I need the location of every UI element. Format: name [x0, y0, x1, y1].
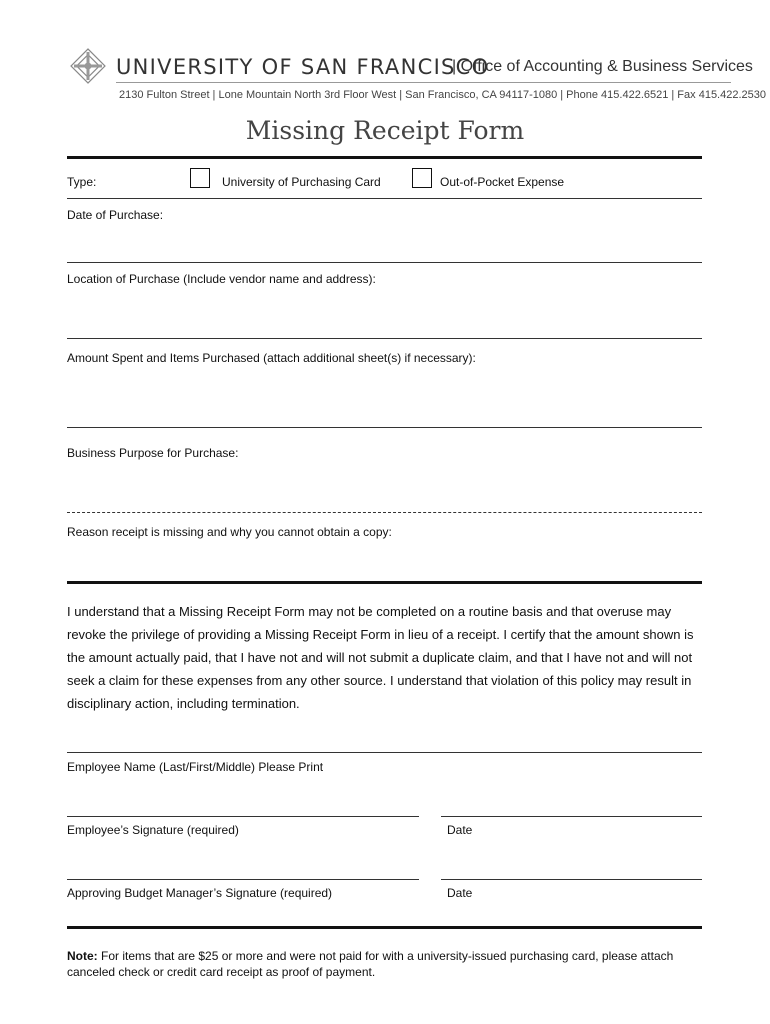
purchasing-card-label: University of Purchasing Card — [222, 175, 381, 189]
manager-signature-label: Approving Budget Manager’s Signature (required) — [67, 886, 333, 900]
out-of-pocket-label: Out-of-Pocket Expense — [440, 175, 565, 189]
note-body: For items that are $25 or more and were not paid for with a university-issued purchasing card, please attach canceled check or credit card receipt as proof of payment. — [67, 949, 674, 979]
business-purpose-field[interactable] — [67, 512, 702, 513]
university-name: UNIVERSITY OF SAN FRANCISCO — [116, 55, 490, 79]
certification-text: I understand that a Missing Receipt Form may not be completed on a routine basis and that overuse may revoke the privilege of providing a Missing Receipt Form in lieu of a receipt. I certify that the amount shown is the amount actually paid, that I have not and will not submit a duplicate claim, and that I have not and will not seek a claim for these expenses from any other source. I understand that violation of this policy may result in disciplinary action, including termination. — [67, 604, 694, 711]
bottom-divider — [67, 926, 702, 929]
note-label: Note: — [67, 949, 98, 963]
employee-signature-line[interactable] — [67, 816, 419, 817]
office-address: 2130 Fulton Street | Lone Mountain North 3rd Floor West | San Francisco, CA 94117-1080 | Phone 415.422.6521 | Fax 415.422.2530 — [119, 89, 766, 101]
manager-date-line[interactable] — [441, 879, 702, 880]
note-text — [67, 948, 707, 980]
employee-name-label: Employee Name (Last/First/Middle) Please Print — [67, 760, 324, 774]
manager-signature-line[interactable] — [67, 879, 419, 880]
reason-field[interactable] — [67, 581, 702, 584]
employee-date-label: Date — [447, 823, 473, 837]
employee-signature-label: Employee’s Signature (required) — [67, 823, 239, 837]
top-divider — [67, 156, 702, 159]
type-label: Type: — [67, 175, 97, 189]
amount-field[interactable] — [67, 427, 702, 428]
office-name: | Office of Accounting & Business Services — [452, 58, 753, 75]
location-label: Location of Purchase (Include vendor name and address): — [67, 272, 376, 286]
date-of-purchase-field[interactable] — [67, 262, 702, 263]
employee-name-line[interactable] — [67, 752, 702, 753]
location-field[interactable] — [67, 338, 702, 339]
university-logo-icon — [68, 46, 108, 86]
header-divider — [116, 82, 731, 83]
manager-date-label: Date — [447, 886, 473, 900]
employee-date-line[interactable] — [441, 816, 702, 817]
amount-label: Amount Spent and Items Purchased (attach additional sheet(s) if necessary): — [67, 351, 476, 365]
business-purpose-label: Business Purpose for Purchase: — [67, 446, 239, 460]
type-divider — [67, 198, 702, 199]
out-of-pocket-checkbox[interactable] — [412, 168, 432, 188]
date-of-purchase-label: Date of Purchase: — [67, 208, 164, 222]
purchasing-card-checkbox[interactable] — [190, 168, 210, 188]
page-title: Missing Receipt Form — [245, 116, 525, 145]
reason-label: Reason receipt is missing and why you cannot obtain a copy: — [67, 525, 392, 539]
